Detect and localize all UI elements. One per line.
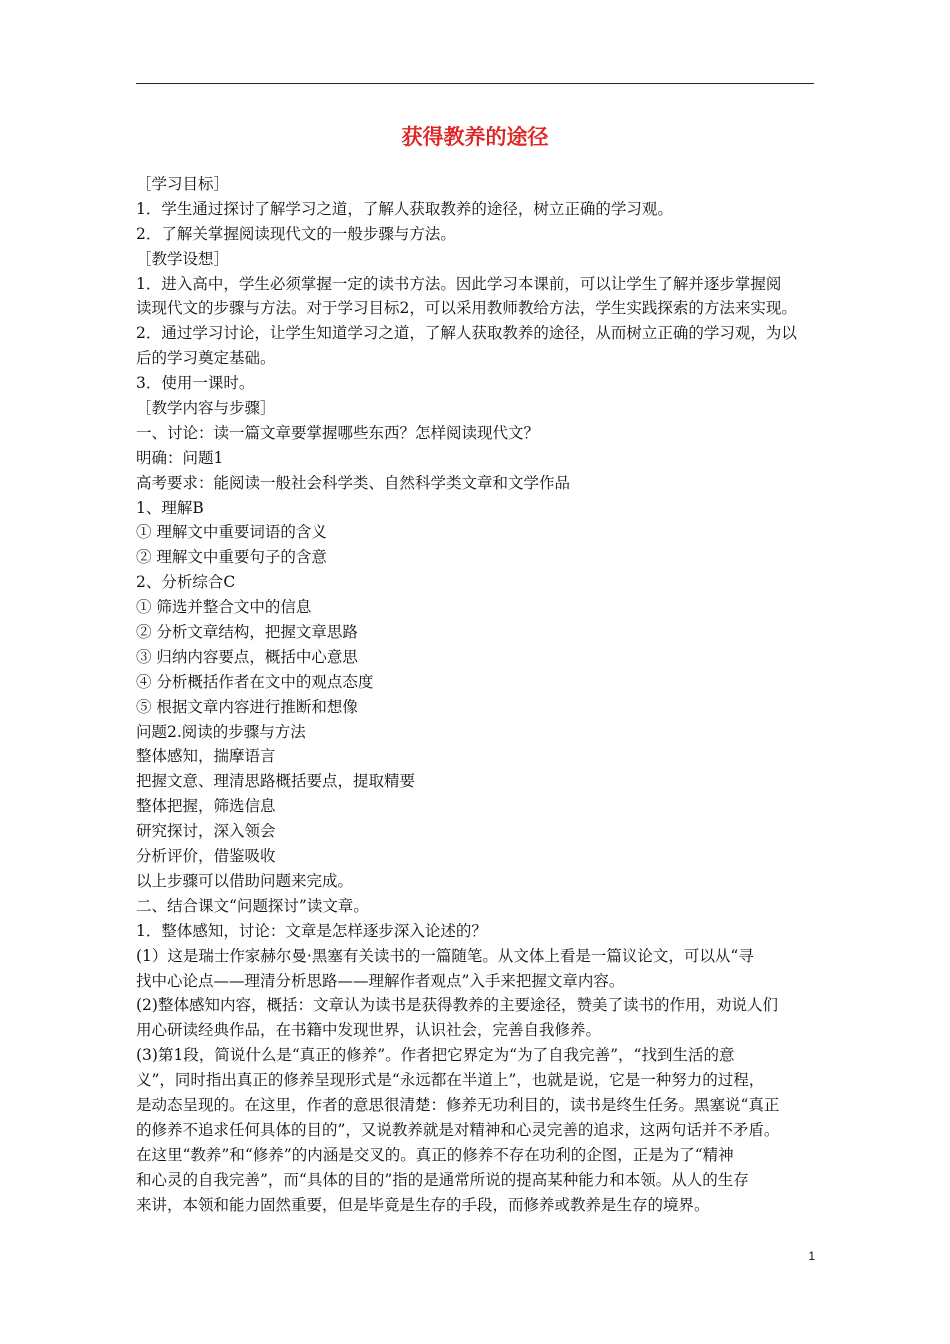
text-line: 二、结合课文“问题探讨”读文章。 xyxy=(136,896,369,915)
text-line: 以上步骤可以借助问题来完成。 xyxy=(136,871,354,890)
text-line: 来讲，本领和能力固然重要，但是毕竟是生存的手段，而修养或教养是生存的境界。 xyxy=(136,1195,710,1214)
text-line: 是动态呈现的。在这里，作者的意思很清楚：修养无功利目的，读书是终生任务。黑塞说“真正 xyxy=(136,1095,780,1114)
text-line: 高考要求：能阅读一般社会科学类、自然科学类文章和文学作品 xyxy=(136,473,571,492)
document-body xyxy=(136,172,816,1217)
text-line: 和心灵的自我完善”，而“具体的目的”指的是通常所说的提高某种能力和本领。从人的生存 xyxy=(136,1170,749,1189)
text-line: (1）这是瑞士作家赫尔曼·黑塞有关读书的一篇随笔。从文体上看是一篇议论文，可以从“寻 xyxy=(136,946,754,965)
text-line: ④ 分析概括作者在文中的观点态度 xyxy=(136,672,374,691)
text-line: 一、讨论：读一篇文章要掌握哪些东西？怎样阅读现代文？ xyxy=(136,423,540,442)
text-line: (2)整体感知内容，概括：文章认为读书是获得教养的主要途径，赞美了读书的作用，劝说人们 xyxy=(136,996,778,1015)
text-line: 找中心论点——理清分析思路——理解作者观点”入手来把握文章内容。 xyxy=(136,971,625,990)
text-line: 1．整体感知，讨论：文章是怎样逐步深入论述的？ xyxy=(136,921,487,940)
text-line: 2．了解关掌握阅读现代文的一般步骤与方法。 xyxy=(136,224,456,243)
text-line: 3．使用一课时。 xyxy=(136,374,255,393)
text-line: ① 理解文中重要词语的含义 xyxy=(136,523,327,542)
text-line: 整体感知，揣摩语言 xyxy=(136,747,276,766)
text-line: 问题2.阅读的步骤与方法 xyxy=(136,722,306,741)
text-line: 在这里“教养”和“修养”的内涵是交叉的。真正的修养不存在功利的企图，正是为了“精神 xyxy=(136,1145,734,1164)
text-line: 2、分析综合C xyxy=(136,573,236,592)
text-line: ② 分析文章结构，把握文章思路 xyxy=(136,623,358,642)
text-line: (3)第1段，简说什么是“真正的修养”。作者把它界定为“为了自我完善”，“找到生活的意 xyxy=(136,1046,735,1065)
document-title: 获得教养的途径 xyxy=(401,125,549,149)
text-line: 整体把握，筛选信息 xyxy=(136,797,276,816)
header-rule xyxy=(136,83,814,84)
text-line: 分析评价，借鉴吸收 xyxy=(136,847,276,866)
text-line: 1．进入高中，学生必须掌握一定的读书方法。因此学习本课前，可以让学生了解并逐步掌握阅 xyxy=(136,274,782,293)
text-line: ［学习目标］ xyxy=(136,175,230,193)
text-line: ⑤ 根据文章内容进行推断和想像 xyxy=(136,697,358,716)
text-line: 读现代文的步骤与方法。对于学习目标2，可以采用教师教给方法，学生实践探索的方法来实现。 xyxy=(136,299,797,318)
text-line: 后的学习奠定基础。 xyxy=(136,349,276,368)
text-line: 义”，同时指出真正的修养呈现形式是“永远都在半道上”，也就是说，它是一种努力的过程， xyxy=(136,1071,765,1090)
text-line: 明确：问题1 xyxy=(136,448,224,467)
page-number: 1 xyxy=(808,1249,815,1263)
text-line: 研究探讨，深入领会 xyxy=(136,822,276,841)
text-line: 用心研读经典作品，在书籍中发现世界，认识社会，完善自我修养。 xyxy=(136,1021,602,1040)
text-line: ③ 归纳内容要点，概括中心意思 xyxy=(136,647,358,666)
text-line: ［教学设想］ xyxy=(136,249,230,268)
text-line: ① 筛选并整合文中的信息 xyxy=(136,598,312,617)
text-line: 的修养不追求任何具体的目的”，又说教养就是对精神和心灵完善的追求，这两句话并不矛盾。 xyxy=(136,1120,780,1139)
text-line: 2．通过学习讨论，让学生知道学习之道，了解人获取教养的途径，从而树立正确的学习观，为以 xyxy=(136,324,797,343)
text-line: 1、理解B xyxy=(136,498,204,517)
text-line: ［教学内容与步骤］ xyxy=(136,399,276,418)
text-line: ② 理解文中重要句子的含意 xyxy=(136,548,327,567)
text-line: 把握文意、理清思路概括要点，提取精要 xyxy=(136,772,416,791)
text-line: 1．学生通过探讨了解学习之道，了解人获取教养的途径，树立正确的学习观。 xyxy=(136,199,673,218)
